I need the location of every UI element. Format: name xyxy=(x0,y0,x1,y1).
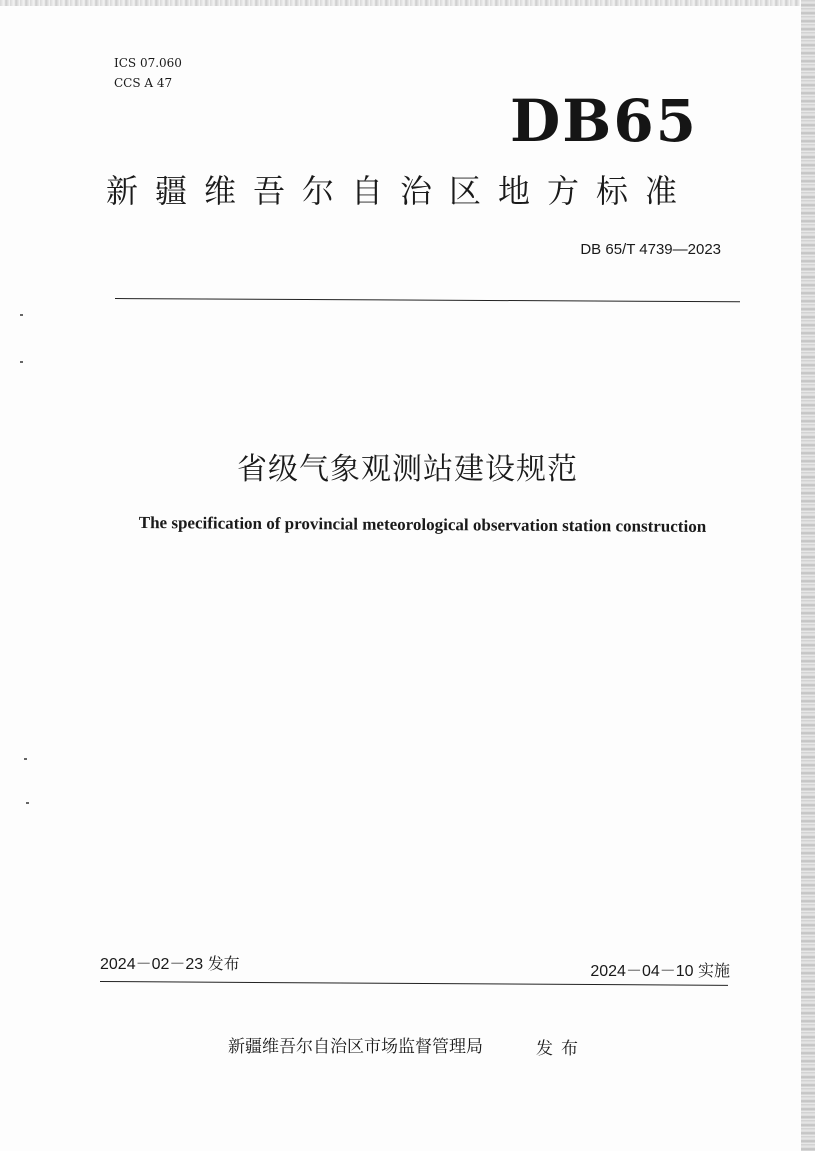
scan-artifact-top xyxy=(0,0,800,6)
scan-speck xyxy=(20,314,23,316)
scan-speck xyxy=(26,802,29,804)
standard-authority-title: 新疆维吾尔自治区地方标准 xyxy=(106,172,695,210)
publish-label: 发布 xyxy=(536,1039,586,1059)
publisher-name: 新疆维吾尔自治区市场监督管理局 xyxy=(228,1037,483,1057)
standard-code: DB 65/T 4739—2023 xyxy=(580,241,721,258)
issue-date: 2024－02－23 发布 xyxy=(100,956,240,973)
db-logo: DB65 xyxy=(510,87,699,155)
ics-code: ICS 07.060 xyxy=(114,56,182,70)
document-title-chinese: 省级气象观测站建设规范 xyxy=(237,452,578,487)
document-title-english: The specification of provincial meteorological observation station construction xyxy=(138,513,707,536)
top-divider xyxy=(115,298,740,302)
scan-speck xyxy=(20,361,23,363)
scan-artifact-right-edge xyxy=(801,0,815,1151)
implementation-date: 2024－04－10 实施 xyxy=(590,963,730,980)
ccs-code: CCS A 47 xyxy=(114,76,173,90)
scan-speck xyxy=(24,758,27,760)
